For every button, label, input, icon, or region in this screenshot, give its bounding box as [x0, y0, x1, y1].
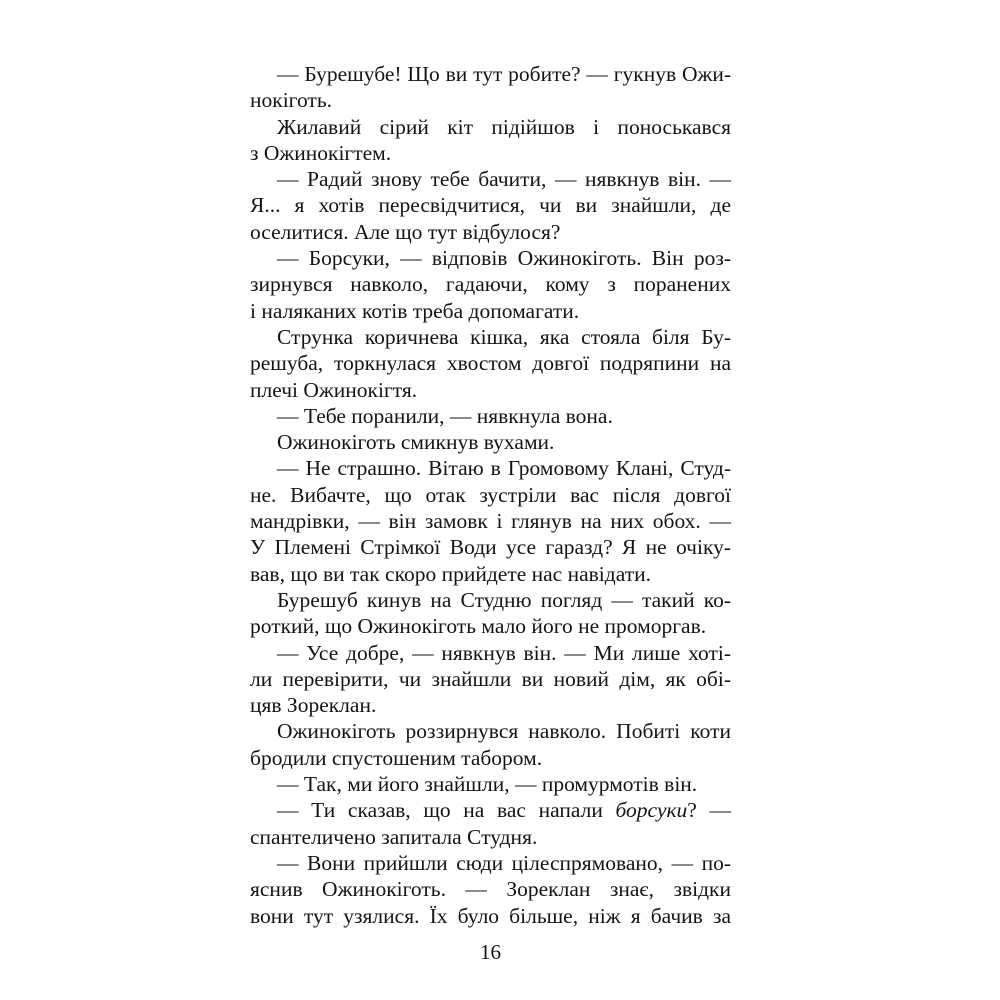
paragraph	[250, 114, 731, 167]
text-segment: вони тут узялися. Їх було більше, ніж я бачив за	[250, 903, 731, 928]
text-segment: і наляканих котів треба допомагати.	[250, 298, 580, 323]
text-segment: з Ожинокігтем.	[250, 140, 392, 165]
text-segment: зирнувся навколо, гадаючи, кому з поранених	[250, 272, 731, 297]
text-line	[250, 745, 731, 771]
text-line	[250, 613, 731, 639]
text-segment: не. Вибачте, що отак зустріли вас після довгої	[250, 482, 731, 507]
text-line	[250, 61, 731, 87]
paragraph	[250, 429, 731, 455]
paragraph	[250, 640, 731, 719]
text-line	[250, 140, 731, 166]
text-segment: Ожинокіготь смикнув вухами.	[277, 430, 555, 455]
text-segment: У Племені Стрімкої Води усе гаразд? Я не очіку-	[250, 535, 731, 560]
text-line	[250, 876, 731, 902]
paragraph	[250, 850, 731, 929]
paragraph	[250, 403, 731, 429]
text-line	[250, 718, 731, 744]
text-line	[250, 298, 731, 324]
text-line	[250, 587, 731, 613]
page-number: 16	[480, 940, 501, 964]
text-segment: Ожинокіготь роззирнувся навколо. Побиті коти	[277, 719, 731, 744]
text-segment: — Тебе поранили, — нявкнула вона.	[277, 403, 613, 428]
italic-text: борсуки	[615, 798, 688, 823]
text-line	[250, 824, 731, 850]
text-segment: решуба, торкнулася хвостом довгої подряпини на	[250, 351, 731, 376]
text-segment: — Борсуки, — відповів Ожинокіготь. Він роз-	[277, 246, 731, 271]
text-line	[250, 482, 731, 508]
text-segment: бродили спустошеним табором.	[250, 745, 543, 770]
text-line	[250, 166, 731, 192]
text-segment: оселитися. Але що тут відбулося?	[250, 219, 561, 244]
text-segment: — Ти сказав, що на вас напали	[277, 798, 616, 823]
text-line	[250, 403, 731, 429]
text-segment: мандрівки, — він замовк і глянув на них обох. —	[250, 509, 731, 534]
text-segment: вав, що ви так скоро прийдете нас навідати.	[250, 561, 651, 586]
text-line	[250, 508, 731, 534]
text-segment: цяв Зореклан.	[250, 693, 377, 718]
paragraph	[250, 324, 731, 403]
paragraph	[250, 797, 731, 850]
text-line	[250, 324, 731, 350]
text-segment: — Бурешубе! Що ви тут робите? — гукнув Ожи-	[277, 62, 731, 86]
paragraph	[250, 245, 731, 324]
paragraph	[250, 587, 731, 640]
text-line	[250, 377, 731, 403]
text-line	[250, 903, 731, 929]
text-segment: плечі Ожинокігтя.	[250, 377, 418, 402]
text-line	[250, 771, 731, 797]
text-segment: — Вони прийшли сюди цілеспрямовано, — по-	[277, 850, 731, 875]
text-segment: Струнка коричнева кішка, яка стояла біля Бу-	[277, 324, 731, 349]
text-segment: — Радий знову тебе бачити, — нявкнув він. —	[277, 167, 731, 192]
text-line	[250, 561, 731, 587]
paragraph	[250, 771, 731, 797]
text-segment: ? —	[687, 798, 731, 823]
text-segment: Я... я хотів пересвідчитися, чи ви знайшли, де	[250, 193, 731, 218]
text-line	[250, 271, 731, 297]
text-line	[250, 87, 731, 113]
text-segment: спантеличено запитала Студня.	[250, 824, 538, 849]
text-line	[250, 192, 731, 218]
text-segment: — Усе добре, — нявкнув він. — Ми лише хоті-	[277, 640, 731, 665]
paragraph	[250, 718, 731, 771]
paragraph	[250, 455, 731, 586]
text-segment: ли перевірити, чи знайшли ви новий дім, як обі-	[250, 666, 731, 691]
text-line	[250, 114, 731, 140]
text-segment: яснив Ожинокіготь. — Зореклан знає, звідки	[250, 877, 731, 902]
text-line	[250, 245, 731, 271]
text-segment: нокіготь.	[250, 88, 333, 113]
text-line	[250, 850, 731, 876]
text-line	[250, 219, 731, 245]
text-line	[250, 692, 731, 718]
text-line	[250, 455, 731, 481]
text-line	[250, 797, 731, 823]
text-line	[250, 534, 731, 560]
text-block	[250, 61, 731, 929]
text-segment: Бурешуб кинув на Студню погляд — такий ко-	[277, 587, 731, 612]
paragraph	[250, 61, 731, 114]
text-line	[250, 429, 731, 455]
text-line	[250, 666, 731, 692]
text-line	[250, 640, 731, 666]
text-segment: — Так, ми його знайшли, — промурмотів він.	[277, 772, 698, 797]
paragraph	[250, 166, 731, 245]
text-segment: роткий, що Ожинокіготь мало його не проморгав.	[250, 614, 707, 639]
text-line	[250, 350, 731, 376]
text-segment: — Не страшно. Вітаю в Громовому Клані, Студ-	[277, 456, 731, 481]
text-segment: Жилавий сірий кіт підійшов і поноськався	[277, 114, 731, 139]
